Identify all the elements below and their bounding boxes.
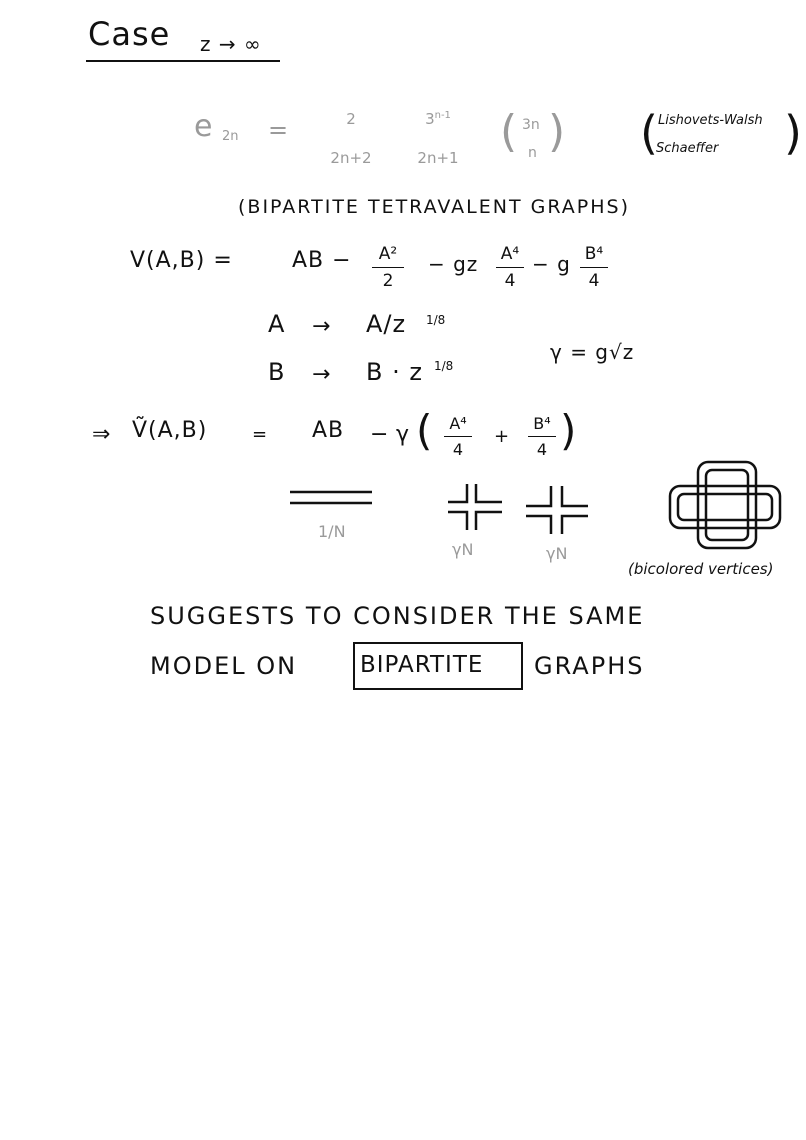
conclusion-boxed-word: BIPARTITE bbox=[360, 652, 484, 678]
rescale-a-exponent: 1/8 bbox=[426, 313, 446, 327]
tilde-minus: − bbox=[370, 422, 389, 447]
vertex-1-diagram bbox=[448, 484, 502, 530]
vertex-1-weight: γN bbox=[452, 540, 474, 559]
section-heading: (BIPARTITE TETRAVALENT GRAPHS) bbox=[238, 196, 630, 218]
propagator-double-line bbox=[290, 492, 372, 503]
implies-arrow: ⇒ bbox=[92, 422, 111, 447]
vertex-2-weight: γN bbox=[546, 544, 568, 563]
handwritten-note-page: Case z → ∞ e 2n = 2 2n+2 3$^{n-1}$ 2n+1 ( 3n n ) ( Lishovets-Walsh Schaeffer ) (BIPARTITE TETRAVALENT GRAPHS) V(A,B) = AB − A² 2 − gz A⁴ 4 − g B⁴ 4 A → A/z 1/8 B → B · z 1/8 γ = g√z ⇒ Ṽ(A,B) = AB − γ ( A⁴ 4 + B⁴ 4 ) 1/N γN γN (bicolored vertices) SUGGESTS TO CONSIDER THE SAME MODEL ON BIPARTITE GRAPHS bbox=[0, 0, 806, 1140]
bicolored-note: (bicolored vertices) bbox=[628, 560, 774, 578]
fraction-1-numerator: 2 bbox=[346, 110, 356, 128]
rescale-a-rhs: A/z bbox=[366, 310, 407, 338]
formula-equals: = bbox=[268, 116, 289, 144]
rescale-a-arrow: → bbox=[312, 314, 331, 339]
formula-lhs: e bbox=[194, 109, 213, 144]
vertex-2-diagram bbox=[526, 486, 588, 534]
binomial-bottom: n bbox=[528, 145, 537, 161]
fraction-2-numerator-exponent: n-1 bbox=[434, 110, 451, 121]
tilde-equals: = bbox=[252, 424, 268, 445]
potential-term-4: B⁴ 4 bbox=[576, 244, 612, 291]
fraction-2-denominator: 2n+1 bbox=[417, 149, 459, 167]
tilde-potential-lhs: Ṽ(A,B) bbox=[132, 418, 208, 443]
potential-term-2: A² 2 bbox=[368, 244, 408, 291]
tilde-fraction-b: B⁴ 4 bbox=[524, 414, 560, 459]
rescale-b-arrow: → bbox=[312, 362, 331, 387]
potential-term-1: AB − bbox=[292, 248, 352, 273]
citation-line-2: Schaeffer bbox=[656, 141, 719, 156]
fraction-2-numerator: 3 bbox=[425, 110, 435, 128]
potential-term-3: A⁴ 4 bbox=[492, 244, 528, 291]
conclusion-line-1: SUGGESTS TO CONSIDER THE SAME bbox=[150, 602, 645, 630]
conclusion-line-2-suffix: GRAPHS bbox=[534, 652, 645, 680]
potential-term-3-prefix: − gz bbox=[428, 252, 479, 276]
rescale-a-lhs: A bbox=[268, 310, 286, 338]
tilde-fraction-a: A⁴ 4 bbox=[440, 414, 476, 459]
citation-line-1: Lishovets-Walsh bbox=[658, 113, 763, 128]
conclusion-line-2-prefix: MODEL ON bbox=[150, 652, 298, 680]
tilde-term-1: AB bbox=[312, 418, 345, 443]
rescale-b-lhs: B bbox=[268, 358, 286, 386]
fraction-1-denominator: 2n+2 bbox=[330, 149, 372, 167]
potential-lhs: V(A,B) = bbox=[130, 248, 233, 273]
propagator-weight: 1/N bbox=[318, 522, 346, 541]
tilde-plus: + bbox=[494, 426, 510, 447]
rescale-b-exponent: 1/8 bbox=[434, 359, 454, 373]
potential-term-4-prefix: − g bbox=[532, 252, 571, 276]
tilde-gamma: γ bbox=[396, 422, 411, 447]
binomial-top: 3n bbox=[522, 117, 540, 133]
rescale-b-rhs: B · z bbox=[366, 358, 423, 386]
title-limit: z → ∞ bbox=[200, 32, 262, 56]
title-case: Case bbox=[88, 15, 171, 53]
formula-lhs-sub: 2n bbox=[222, 129, 239, 144]
gamma-definition: γ = g√z bbox=[550, 340, 635, 364]
bicolored-ribbon-graph bbox=[670, 462, 780, 548]
